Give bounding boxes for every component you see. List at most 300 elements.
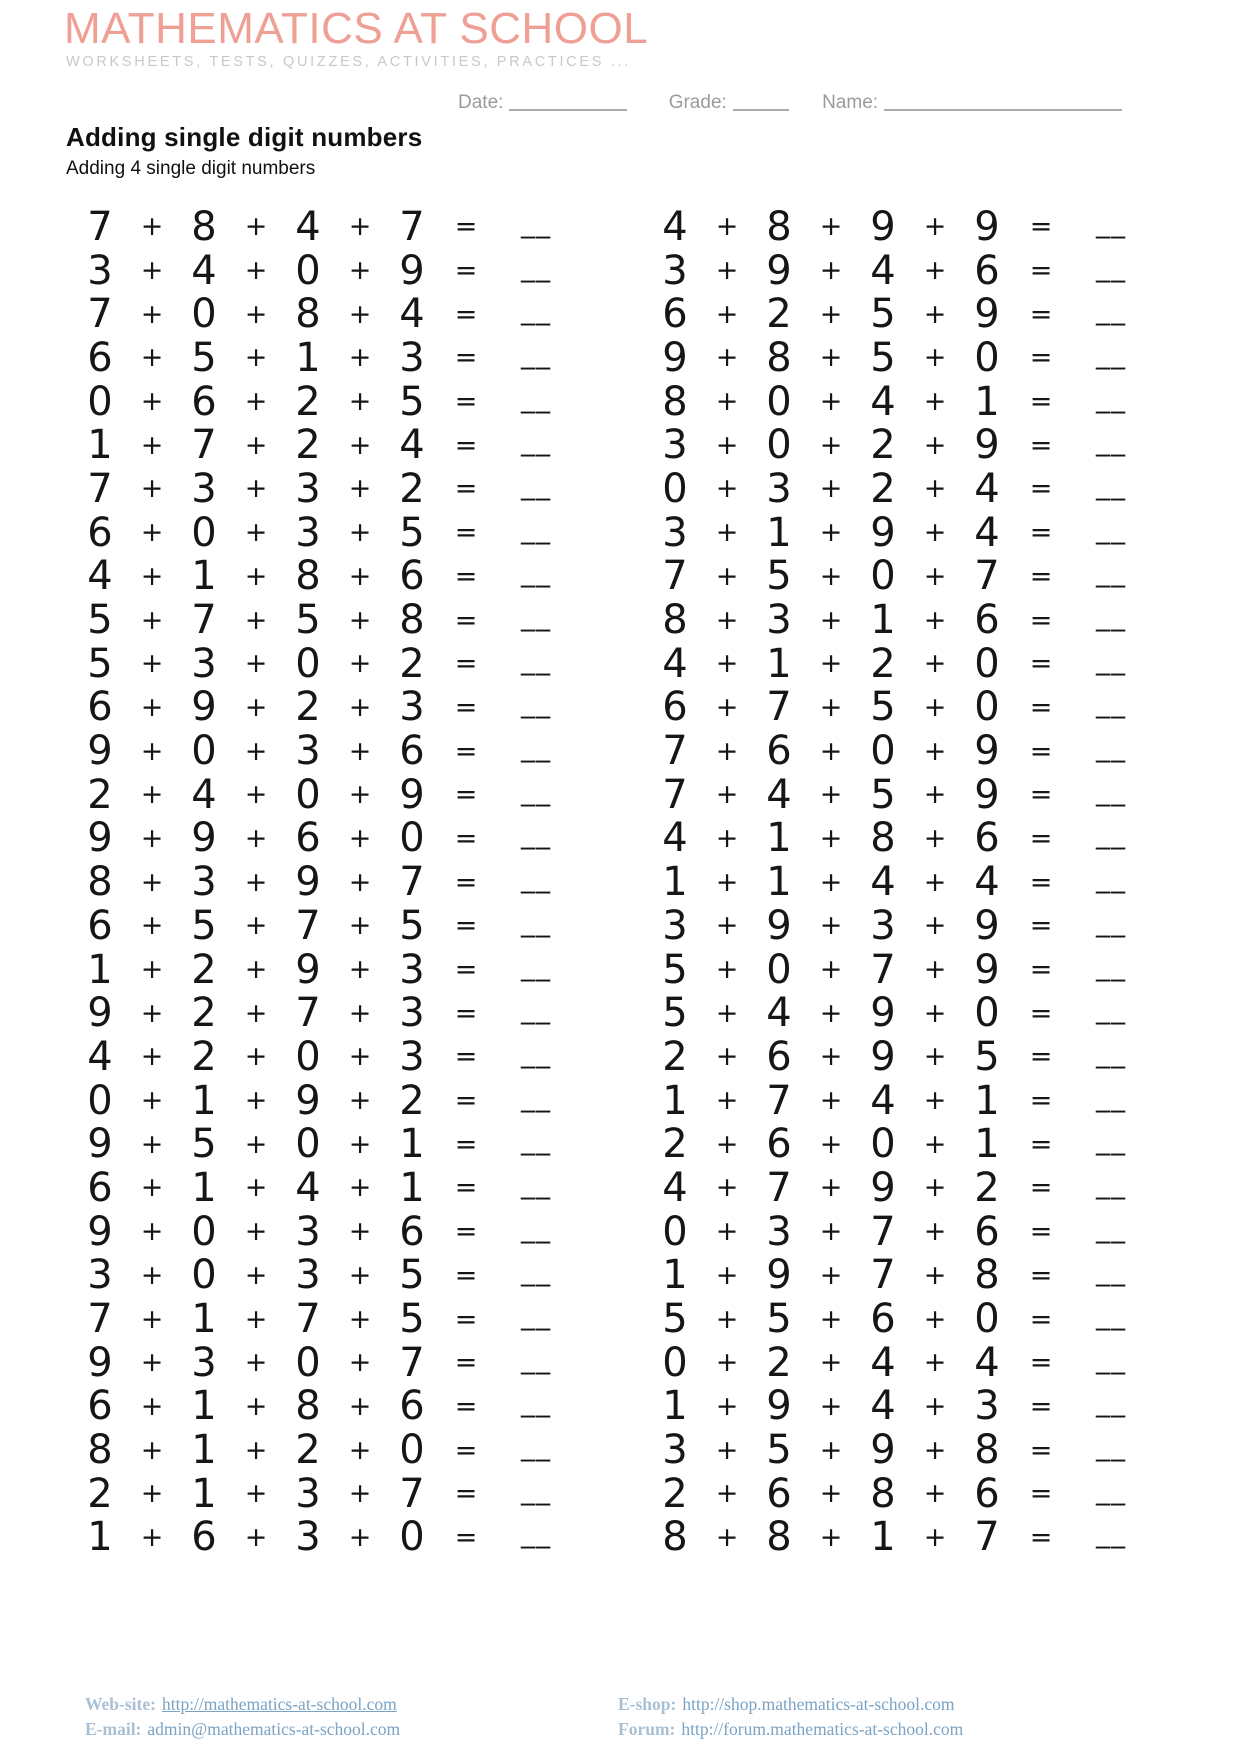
plus-sign: +: [140, 1085, 164, 1117]
addend: 0: [191, 1252, 217, 1299]
addend: 3: [191, 859, 217, 906]
answer-blank: __: [521, 599, 551, 633]
plus-sign: +: [715, 735, 739, 767]
plus-sign: +: [140, 1521, 164, 1553]
addend: 8: [766, 1514, 792, 1561]
addend: 6: [974, 1208, 1000, 1255]
plus-sign: +: [244, 298, 268, 330]
answer-blank: __: [521, 249, 551, 283]
plus-sign: +: [819, 473, 843, 505]
addend: 5: [399, 509, 425, 556]
addend: 3: [399, 334, 425, 381]
plus-sign: +: [819, 910, 843, 942]
plus-sign: +: [348, 298, 372, 330]
addend: 1: [191, 1296, 217, 1343]
plus-sign: +: [140, 560, 164, 592]
equals-sign: =: [1029, 1085, 1053, 1117]
page-title: Adding single digit numbers: [66, 122, 423, 152]
plus-sign: +: [244, 1172, 268, 1204]
answer-blank: __: [521, 948, 551, 982]
addend: 0: [191, 291, 217, 338]
addend: 6: [87, 902, 113, 949]
addend: 2: [191, 990, 217, 1037]
problem-row: [649, 1035, 1153, 1079]
answer-blank: __: [521, 205, 551, 239]
equals-sign: =: [454, 997, 478, 1029]
problem-row: [649, 686, 1153, 730]
addend: 8: [870, 815, 896, 862]
answer-blank: __: [1096, 336, 1126, 370]
plus-sign: +: [923, 1390, 947, 1422]
name-label: Name:: [822, 92, 879, 113]
plus-sign: +: [715, 1434, 739, 1466]
addend: 2: [662, 1121, 688, 1168]
equals-sign: =: [1029, 822, 1053, 854]
plus-sign: +: [140, 342, 164, 374]
answer-blank: __: [1096, 1429, 1126, 1463]
plus-sign: +: [244, 779, 268, 811]
addend: 4: [191, 247, 217, 294]
footer-right: [618, 1692, 963, 1742]
addend: 7: [295, 990, 321, 1037]
equals-sign: =: [1029, 1434, 1053, 1466]
problem-row: [649, 860, 1153, 904]
addend: 4: [662, 815, 688, 862]
plus-sign: +: [715, 997, 739, 1029]
addend: 8: [974, 1252, 1000, 1299]
plus-sign: +: [244, 1434, 268, 1466]
addend: 3: [662, 509, 688, 556]
addend: 4: [766, 771, 792, 818]
plus-sign: +: [923, 1347, 947, 1379]
addend: 0: [974, 640, 1000, 687]
plus-sign: +: [348, 997, 372, 1029]
equals-sign: =: [454, 779, 478, 811]
equals-sign: =: [454, 691, 478, 723]
addend: 7: [766, 1164, 792, 1211]
addend: 8: [974, 1427, 1000, 1474]
addend: 3: [974, 1383, 1000, 1430]
addend: 6: [974, 247, 1000, 294]
plus-sign: +: [715, 1041, 739, 1073]
addend: 1: [399, 1164, 425, 1211]
addend: 7: [662, 553, 688, 600]
answer-blank: __: [521, 380, 551, 414]
equals-sign: =: [1029, 473, 1053, 505]
plus-sign: +: [923, 866, 947, 898]
plus-sign: +: [819, 298, 843, 330]
addend: 5: [87, 597, 113, 644]
addend: 0: [974, 1296, 1000, 1343]
plus-sign: +: [923, 604, 947, 636]
plus-sign: +: [244, 429, 268, 461]
problem-row: [649, 380, 1153, 424]
plus-sign: +: [348, 1216, 372, 1248]
addend: 3: [295, 509, 321, 556]
plus-sign: +: [348, 517, 372, 549]
addend: 1: [870, 1514, 896, 1561]
addend: 2: [662, 1033, 688, 1080]
equals-sign: =: [454, 560, 478, 592]
answer-blank: __: [1096, 730, 1126, 764]
equals-sign: =: [1029, 1303, 1053, 1335]
addend: 4: [662, 203, 688, 250]
answer-blank: __: [1096, 948, 1126, 982]
equals-sign: =: [1029, 1172, 1053, 1204]
answer-blank: __: [1096, 1166, 1126, 1200]
plus-sign: +: [348, 1085, 372, 1117]
addend: 6: [87, 1383, 113, 1430]
plus-sign: +: [140, 1434, 164, 1466]
addend: 4: [870, 859, 896, 906]
addend: 3: [191, 1339, 217, 1386]
addend: 9: [974, 946, 1000, 993]
plus-sign: +: [244, 1259, 268, 1291]
plus-sign: +: [715, 1128, 739, 1160]
plus-sign: +: [819, 560, 843, 592]
answer-blank: __: [521, 1516, 551, 1550]
answer-blank: __: [521, 992, 551, 1026]
answer-blank: __: [1096, 642, 1126, 676]
addend: 7: [87, 1296, 113, 1343]
addend: 6: [766, 1121, 792, 1168]
plus-sign: +: [715, 604, 739, 636]
plus-sign: +: [244, 691, 268, 723]
addend: 4: [870, 1383, 896, 1430]
addend: 9: [974, 203, 1000, 250]
plus-sign: +: [923, 1303, 947, 1335]
equals-sign: =: [454, 1390, 478, 1422]
addend: 5: [399, 902, 425, 949]
email-label: E-mail:: [85, 1719, 142, 1739]
footer-left: [85, 1692, 400, 1742]
addend: 5: [974, 1033, 1000, 1080]
plus-sign: +: [244, 211, 268, 243]
addend: 5: [662, 990, 688, 1037]
plus-sign: +: [923, 429, 947, 461]
plus-sign: +: [140, 211, 164, 243]
answer-blank: __: [1096, 1123, 1126, 1157]
equals-sign: =: [454, 735, 478, 767]
plus-sign: +: [819, 1521, 843, 1553]
addend: 9: [766, 247, 792, 294]
problem-row: [74, 205, 578, 249]
plus-sign: +: [923, 1434, 947, 1466]
addend: 2: [191, 946, 217, 993]
addend: 9: [87, 990, 113, 1037]
plus-sign: +: [348, 779, 372, 811]
plus-sign: +: [715, 1390, 739, 1422]
plus-sign: +: [819, 1434, 843, 1466]
problem-row: [74, 511, 578, 555]
equals-sign: =: [454, 1303, 478, 1335]
plus-sign: +: [819, 255, 843, 287]
plus-sign: +: [244, 473, 268, 505]
addend: 7: [191, 597, 217, 644]
answer-blank: __: [521, 1472, 551, 1506]
addend: 7: [87, 291, 113, 338]
problem-row: [74, 1385, 578, 1429]
plus-sign: +: [140, 517, 164, 549]
plus-sign: +: [819, 954, 843, 986]
problem-row: [649, 1079, 1153, 1123]
addend: 7: [766, 684, 792, 731]
addend: 2: [87, 771, 113, 818]
addend: 5: [191, 902, 217, 949]
plus-sign: +: [923, 386, 947, 418]
plus-sign: +: [140, 822, 164, 854]
problem-row: [74, 642, 578, 686]
plus-sign: +: [140, 1303, 164, 1335]
date-label: Date:: [458, 92, 504, 113]
plus-sign: +: [819, 997, 843, 1029]
addend: 1: [662, 1077, 688, 1124]
addend: 0: [974, 334, 1000, 381]
equals-sign: =: [1029, 735, 1053, 767]
addend: 0: [295, 1121, 321, 1168]
addend: 6: [191, 1514, 217, 1561]
equals-sign: =: [1029, 1390, 1053, 1422]
plus-sign: +: [819, 1259, 843, 1291]
addend: 5: [662, 946, 688, 993]
plus-sign: +: [923, 1041, 947, 1073]
brand-title: MATHEMATICS AT SCHOOL: [64, 4, 649, 53]
answer-blank: __: [1096, 380, 1126, 414]
addend: 0: [766, 946, 792, 993]
plus-sign: +: [348, 1128, 372, 1160]
addend: 0: [191, 1208, 217, 1255]
addend: 7: [399, 1339, 425, 1386]
addend: 6: [766, 1033, 792, 1080]
addend: 5: [870, 771, 896, 818]
addend: 1: [870, 597, 896, 644]
plus-sign: +: [819, 735, 843, 767]
addend: 9: [974, 771, 1000, 818]
addend: 8: [662, 378, 688, 425]
addend: 1: [662, 1252, 688, 1299]
addend: 3: [295, 1252, 321, 1299]
plus-sign: +: [715, 1216, 739, 1248]
problem-row: [74, 423, 578, 467]
addend: 5: [87, 640, 113, 687]
problem-row: [74, 991, 578, 1035]
addend: 8: [399, 597, 425, 644]
addend: 1: [974, 1121, 1000, 1168]
plus-sign: +: [348, 473, 372, 505]
addend: 1: [191, 1164, 217, 1211]
answer-blank: __: [521, 1123, 551, 1157]
addend: 1: [766, 509, 792, 556]
equals-sign: =: [454, 1434, 478, 1466]
answer-blank: __: [1096, 467, 1126, 501]
website-label: Web-site:: [85, 1694, 156, 1714]
addend: 4: [974, 859, 1000, 906]
answer-blank: __: [521, 904, 551, 938]
addend: 5: [399, 378, 425, 425]
answer-blank: __: [521, 686, 551, 720]
problem-row: [649, 1254, 1153, 1298]
plus-sign: +: [348, 386, 372, 418]
plus-sign: +: [140, 298, 164, 330]
addend: 7: [662, 728, 688, 775]
plus-sign: +: [923, 298, 947, 330]
answer-blank: __: [1096, 1298, 1126, 1332]
addend: 6: [399, 1208, 425, 1255]
problem-row: [649, 511, 1153, 555]
answer-blank: __: [521, 861, 551, 895]
plus-sign: +: [140, 1347, 164, 1379]
addend: 3: [191, 640, 217, 687]
addend: 6: [870, 1296, 896, 1343]
addend: 7: [974, 1514, 1000, 1561]
plus-sign: +: [923, 1259, 947, 1291]
brand-subtitle: WORKSHEETS, TESTS, QUIZZES, ACTIVITIES, PRACTICES ...: [66, 54, 632, 70]
plus-sign: +: [140, 866, 164, 898]
equals-sign: =: [1029, 1347, 1053, 1379]
equals-sign: =: [454, 1521, 478, 1553]
answer-blank: __: [1096, 1035, 1126, 1069]
plus-sign: +: [244, 822, 268, 854]
addend: 5: [191, 334, 217, 381]
plus-sign: +: [819, 1172, 843, 1204]
addend: 0: [870, 1121, 896, 1168]
equals-sign: =: [1029, 1041, 1053, 1073]
answer-blank: __: [1096, 773, 1126, 807]
addend: 6: [662, 684, 688, 731]
problem-row: [74, 336, 578, 380]
plus-sign: +: [244, 560, 268, 592]
plus-sign: +: [140, 473, 164, 505]
addend: 3: [399, 946, 425, 993]
plus-sign: +: [715, 866, 739, 898]
plus-sign: +: [140, 1128, 164, 1160]
plus-sign: +: [140, 1259, 164, 1291]
plus-sign: +: [819, 386, 843, 418]
addend: 8: [766, 334, 792, 381]
plus-sign: +: [819, 429, 843, 461]
addend: 3: [870, 902, 896, 949]
equals-sign: =: [1029, 866, 1053, 898]
addend: 6: [974, 1470, 1000, 1517]
answer-blank: __: [521, 817, 551, 851]
plus-sign: +: [244, 954, 268, 986]
plus-sign: +: [923, 560, 947, 592]
addend: 9: [399, 247, 425, 294]
plus-sign: +: [140, 386, 164, 418]
plus-sign: +: [819, 1216, 843, 1248]
problem-row: [74, 1297, 578, 1341]
plus-sign: +: [715, 779, 739, 811]
problem-row: [74, 1254, 578, 1298]
problem-row: [649, 249, 1153, 293]
answer-blank: __: [521, 1210, 551, 1244]
addend: 3: [766, 465, 792, 512]
equals-sign: =: [454, 1085, 478, 1117]
answer-blank: __: [521, 336, 551, 370]
answer-blank: __: [1096, 1079, 1126, 1113]
addend: 6: [974, 815, 1000, 862]
addend: 0: [974, 684, 1000, 731]
equals-sign: =: [1029, 954, 1053, 986]
addend: 7: [87, 203, 113, 250]
addend: 7: [295, 902, 321, 949]
addend: 9: [87, 815, 113, 862]
answer-blank: __: [521, 1298, 551, 1332]
addend: 9: [766, 1383, 792, 1430]
plus-sign: +: [244, 1521, 268, 1553]
addend: 9: [399, 771, 425, 818]
plus-sign: +: [819, 604, 843, 636]
plus-sign: +: [923, 779, 947, 811]
addend: 6: [766, 728, 792, 775]
footer-eshop-line: [618, 1692, 963, 1717]
addend: 3: [191, 465, 217, 512]
answer-blank: __: [1096, 599, 1126, 633]
addend: 9: [974, 728, 1000, 775]
addend: 3: [662, 902, 688, 949]
addend: 6: [662, 291, 688, 338]
plus-sign: +: [140, 1041, 164, 1073]
plus-sign: +: [348, 604, 372, 636]
answer-blank: __: [521, 467, 551, 501]
addend: 4: [295, 1164, 321, 1211]
plus-sign: +: [348, 1521, 372, 1553]
addend: 0: [870, 728, 896, 775]
eshop-label: E-shop:: [618, 1694, 677, 1714]
plus-sign: +: [348, 560, 372, 592]
plus-sign: +: [348, 910, 372, 942]
addend: 8: [662, 597, 688, 644]
plus-sign: +: [348, 1478, 372, 1510]
equals-sign: =: [1029, 298, 1053, 330]
equals-sign: =: [1029, 691, 1053, 723]
problem-row: [74, 860, 578, 904]
addend: 4: [399, 291, 425, 338]
plus-sign: +: [244, 1347, 268, 1379]
addend: 0: [191, 509, 217, 556]
problem-row: [74, 467, 578, 511]
addend: 9: [87, 1208, 113, 1255]
problem-row: [649, 904, 1153, 948]
answer-blank: __: [1096, 555, 1126, 589]
plus-sign: +: [244, 517, 268, 549]
plus-sign: +: [715, 822, 739, 854]
plus-sign: +: [923, 822, 947, 854]
equals-sign: =: [1029, 648, 1053, 680]
answer-blank: __: [1096, 861, 1126, 895]
problem-row: [649, 642, 1153, 686]
plus-sign: +: [923, 997, 947, 1029]
plus-sign: +: [715, 1478, 739, 1510]
addend: 4: [662, 1164, 688, 1211]
plus-sign: +: [923, 342, 947, 374]
answer-blank: __: [521, 424, 551, 458]
problem-row: [649, 991, 1153, 1035]
addend: 0: [399, 1514, 425, 1561]
addend: 2: [399, 1077, 425, 1124]
problem-row: [649, 1210, 1153, 1254]
website-link[interactable]: http://mathematics-at-school.com: [161, 1694, 397, 1714]
addend: 4: [870, 247, 896, 294]
problem-row: [649, 1341, 1153, 1385]
addend: 2: [766, 291, 792, 338]
addend: 0: [295, 640, 321, 687]
equals-sign: =: [454, 473, 478, 505]
problem-row: [649, 1472, 1153, 1516]
addend: 2: [662, 1470, 688, 1517]
equals-sign: =: [454, 429, 478, 461]
plus-sign: +: [140, 910, 164, 942]
